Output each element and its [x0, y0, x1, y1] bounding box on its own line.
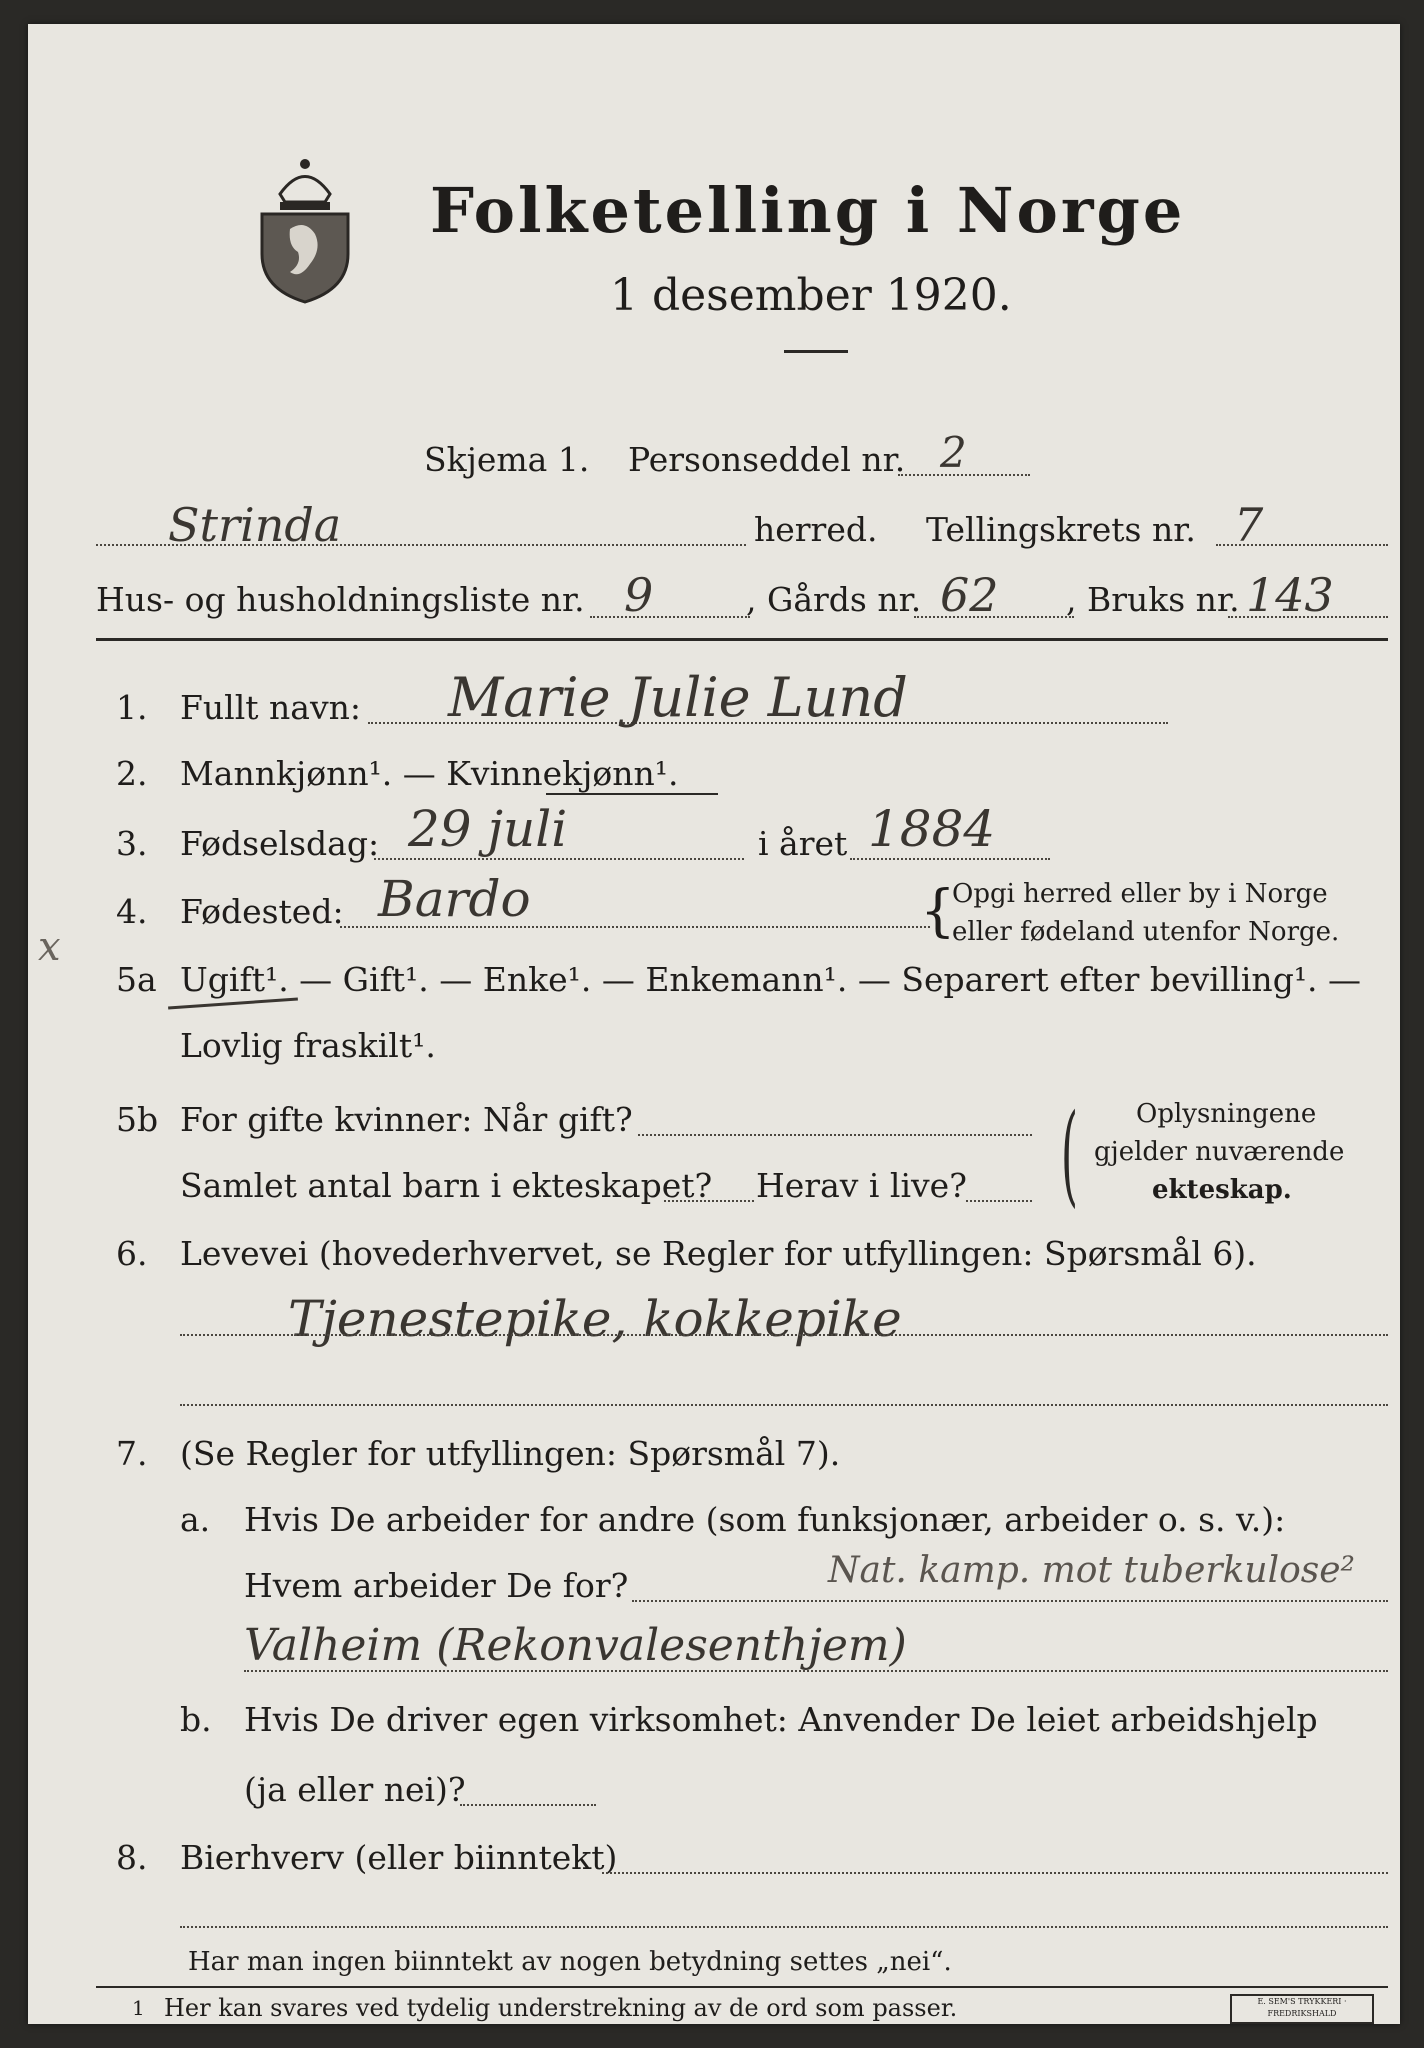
q4-label: Fødested: [180, 892, 344, 931]
q6-line-1 [180, 1334, 1388, 1336]
q7a-value: Nat. kamp. mot tuberkulose² [828, 1550, 1355, 1591]
q7b-line [460, 1804, 596, 1806]
q5b-note-1: Oplysningene [1136, 1099, 1317, 1129]
header-divider [96, 638, 1388, 641]
q4-value: Bardo [378, 870, 531, 928]
q2-label: Mannkjønn¹. — Kvinnekjønn¹. [180, 754, 679, 793]
q3-label: Fødselsdag: [180, 824, 380, 863]
gards-value: 62 [940, 568, 999, 622]
q4-note-1: Opgi herred eller by i Norge [952, 879, 1328, 909]
q5a-text: Ugift¹. — Gift¹. — Enke¹. — Enkemann¹. — Separert efter bevilling¹. — [180, 960, 1362, 999]
husliste-value: 9 [624, 568, 654, 622]
q4-note-2: eller fødeland utenfor Norge. [952, 917, 1340, 947]
q7b-text-2: (ja eller nei)? [244, 1770, 466, 1809]
husliste-line [590, 616, 750, 618]
q3-year-line [850, 858, 1050, 860]
q2-underline [546, 793, 718, 795]
census-form-page [28, 24, 1400, 2024]
q7a-text: Hvis De arbeider for andre (som funksjonær, arbeider o. s. v.): [244, 1500, 1286, 1539]
q3-year-label: i året [758, 824, 848, 863]
printer-stamp: E. SEM'S TRYKKERI · FREDRIKSHALD [1230, 1994, 1374, 2024]
q7b-text: Hvis De driver egen virksomhet: Anvender De leiet arbeidshjelp [244, 1700, 1318, 1739]
q5b-children-line [664, 1200, 754, 1202]
q5b-alive-line [966, 1200, 1032, 1202]
q3-number: 3. [116, 824, 148, 863]
q7a-value-2: Valheim (Rekonvalesenthjem) [244, 1620, 907, 1671]
q3-year-value: 1884 [868, 800, 996, 858]
margin-mark: x [38, 924, 61, 970]
tellingskrets-label: Tellingskrets nr. [926, 510, 1196, 549]
q7-number: 7. [116, 1434, 148, 1473]
q8-label: Bierhverv (eller biinntekt) [180, 1838, 618, 1877]
q5b-married-line [638, 1134, 1032, 1136]
footer-note: Har man ingen biinntekt av nogen betydning settes „nei“. [188, 1947, 952, 1977]
q6-label: Levevei (hovederhvervet, se Regler for utfyllingen: Spørsmål 6). [180, 1234, 1257, 1273]
schema-label: Skjema 1. [424, 440, 590, 479]
q7a-line-1 [632, 1600, 1388, 1602]
herred-value: Strinda [168, 498, 342, 552]
q3-line [374, 858, 744, 860]
q4-number: 4. [116, 892, 148, 931]
q2-number: 2. [116, 754, 148, 793]
herred-label: herred. [754, 510, 878, 549]
personseddel-value: 2 [940, 428, 967, 477]
q5b-number: 5b [116, 1100, 159, 1139]
norwegian-coat-of-arms-icon [250, 154, 360, 304]
bruks-value: 143 [1246, 568, 1334, 622]
bruks-label: , Bruks nr. [1066, 580, 1240, 619]
q5b-label-2: Samlet antal barn i ekteskapet? [180, 1166, 713, 1205]
q8-line-2 [180, 1926, 1388, 1928]
q5b-label: For gifte kvinner: Når gift? [180, 1100, 633, 1139]
q1-label: Fullt navn: [180, 688, 361, 727]
q5b-label-3: Herav i live? [756, 1166, 967, 1205]
q6-value: Tjenestepike, kokkepike [288, 1290, 902, 1348]
form-title: Folketelling i Norge [430, 174, 1186, 247]
q8-line-1 [602, 1872, 1388, 1874]
q5a-number: 5a [116, 960, 157, 999]
q5b-note-3: ekteskap. [1152, 1175, 1292, 1205]
q8-number: 8. [116, 1838, 148, 1877]
q5b-brace: ( [1060, 1090, 1079, 1218]
q1-number: 1. [116, 688, 148, 727]
q6-line-2 [180, 1404, 1388, 1406]
husliste-label: Hus- og husholdningsliste nr. [96, 580, 585, 619]
q6-number: 6. [116, 1234, 148, 1273]
census-date: 1 desember 1920. [610, 270, 1012, 321]
personseddel-label: Personseddel nr. [628, 440, 906, 479]
tellingskrets-value: 7 [1234, 498, 1264, 552]
q3-value: 29 juli [408, 800, 568, 858]
footer-divider [96, 1986, 1388, 1988]
q7-label: (Se Regler for utfyllingen: Spørsmål 7). [180, 1434, 841, 1473]
q7b-letter: b. [180, 1700, 212, 1739]
q4-brace: { [920, 879, 956, 944]
q7a-letter: a. [180, 1500, 211, 1539]
q7a-text-2: Hvem arbeider De for? [244, 1566, 629, 1605]
gards-label: , Gårds nr. [746, 580, 922, 619]
q5b-note-2: gjelder nuværende [1094, 1137, 1345, 1167]
footnote-number: 1 [132, 1996, 145, 2020]
q5a-text-2: Lovlig fraskilt¹. [180, 1026, 436, 1065]
q1-value: Marie Julie Lund [448, 666, 908, 729]
title-divider [784, 350, 848, 353]
footnote-text: Her kan svares ved tydelig understrekning av de ord som passer. [164, 1994, 958, 2022]
